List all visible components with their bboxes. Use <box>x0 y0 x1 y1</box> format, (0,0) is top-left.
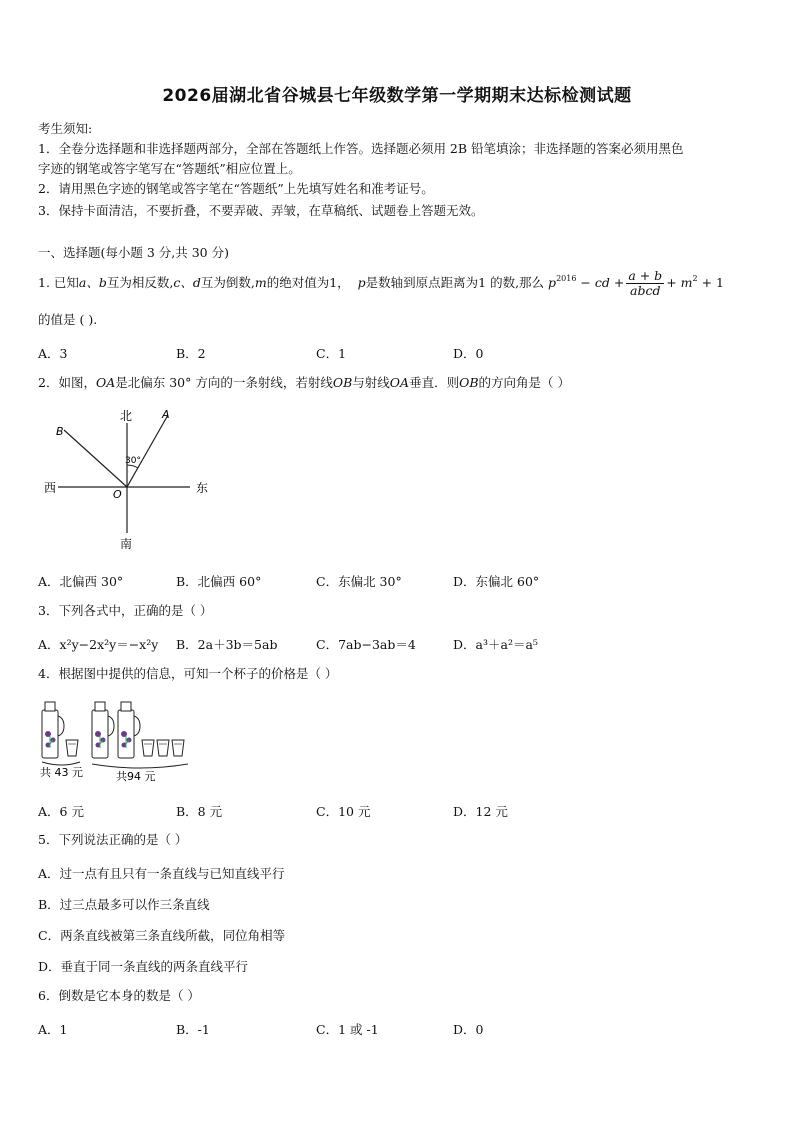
cup-icon <box>66 740 78 756</box>
cup-icon <box>142 740 154 756</box>
west-label: 西 <box>44 481 57 495</box>
q4-option-d[interactable]: D．12 元 <box>453 804 508 819</box>
q2-option-c[interactable]: C．东偏北 30° <box>316 574 402 589</box>
section-heading: 一、选择题(每小题 3 分,共 30 分) <box>38 245 229 260</box>
q6-option-a[interactable]: A．1 <box>38 1022 68 1037</box>
direction-figure <box>40 403 220 553</box>
question-1-line-2: 的值是 ( ). <box>38 312 98 327</box>
notice-line-1: 1．全卷分选择题和非选择题两部分，全部在答题纸上作答。选择题必须用 2B 铅笔填涂；非选择题的答案必须用黑色 <box>38 141 684 156</box>
brace-1 <box>42 762 80 765</box>
page-title: 2026届湖北省谷城县七年级数学第一学期期末达标检测试题 <box>162 86 632 106</box>
cup-icon <box>172 740 184 756</box>
q4-option-c[interactable]: C．10 元 <box>316 804 371 819</box>
kettle-icon <box>92 702 114 758</box>
ray-oa <box>127 415 168 487</box>
question-4: 4．根据图中提供的信息，可知一个杯子的价格是（ ） <box>38 666 338 681</box>
q6-option-c[interactable]: C．1 或 -1 <box>316 1022 379 1037</box>
q3-option-d[interactable]: D．a³＋a²＝a⁵ <box>453 637 538 652</box>
total-label-2: 共94 元 <box>116 770 156 783</box>
q4-option-b[interactable]: B．8 元 <box>176 804 223 819</box>
q3-option-c[interactable]: C．7ab−3ab＝4 <box>316 637 416 652</box>
point-b-label: B <box>56 425 64 438</box>
q6-option-b[interactable]: B．-1 <box>176 1022 210 1037</box>
q2-option-a[interactable]: A．北偏西 30° <box>38 574 124 589</box>
east-label: 东 <box>196 481 209 495</box>
q5-option-c[interactable]: C．两条直线被第三条直线所截，同位角相等 <box>38 928 286 943</box>
north-label: 北 <box>120 409 133 423</box>
q1-expression: $p^{2016}$ − cd + $\frac{a + b}{\text{abcd}}$ + $m^2 + 1$ <box>548 268 724 298</box>
q2-option-b[interactable]: B．北偏西 60° <box>176 574 262 589</box>
q3-option-b[interactable]: B．2a＋3b＝5ab <box>176 637 278 652</box>
brace-2 <box>92 764 188 768</box>
notice-line-3: 3．保持卡面清洁，不要折叠，不要弄破、弄皱，在草稿纸、试题卷上答题无效。 <box>38 203 484 218</box>
angle-label: 30° <box>125 456 141 466</box>
total-label-1: 共 43 元 <box>40 766 83 779</box>
q5-option-d[interactable]: D．垂直于同一条直线的两条直线平行 <box>38 959 249 974</box>
cup-icon <box>157 740 169 756</box>
q1-option-c[interactable]: C．1 <box>316 346 347 361</box>
question-3: 3．下列各式中，正确的是（ ） <box>38 603 213 618</box>
notice-line-2: 2．请用黑色字迹的钢笔或答字笔在“答题纸”上先填写姓名和准考证号。 <box>38 181 434 196</box>
q2-option-d[interactable]: D．东偏北 60° <box>453 574 540 589</box>
q5-option-b[interactable]: B．过三点最多可以作三条直线 <box>38 897 210 912</box>
cup-kettle-figure <box>38 698 208 786</box>
q4-option-a[interactable]: A．6 元 <box>38 804 84 819</box>
kettle-icon <box>118 702 140 758</box>
q6-option-d[interactable]: D．0 <box>453 1022 484 1037</box>
question-5: 5．下列说法正确的是（ ） <box>38 832 188 847</box>
question-6: 6．倒数是它本身的数是（ ） <box>38 988 200 1003</box>
point-a-label: A <box>162 408 170 421</box>
q3-option-a[interactable]: A．x²y−2x²y＝−x²y <box>38 637 159 652</box>
kettle-icon <box>42 702 64 758</box>
q5-option-a[interactable]: A．过一点有且只有一条直线与已知直线平行 <box>38 866 285 881</box>
q1-option-a[interactable]: A．3 <box>38 346 68 361</box>
notice-heading: 考生须知: <box>38 121 93 136</box>
q1-option-b[interactable]: B．2 <box>176 346 206 361</box>
question-2: 2．如图，OA是北偏东 30° 方向的一条射线，若射线OB与射线OA垂直．则OB的方向角是（ ） <box>38 375 571 390</box>
notice-line-1b: 字迹的钢笔或答字笔写在“答题纸”相应位置上。 <box>38 161 301 176</box>
question-1: 1. 已知a、b互为相反数,c、d互为倒数,m的绝对值为1， p是数轴到原点距离为1 的数,那么 $p^{2016}$ − cd + $\frac{a + b}{\text{abcd}}$ + $m^2 + 1$ <box>38 268 724 298</box>
q1-fraction: $\frac{a + b}{\text{abcd}}$ <box>628 268 663 298</box>
ray-ob <box>64 430 127 487</box>
q1-option-d[interactable]: D．0 <box>453 346 484 361</box>
south-label: 南 <box>120 537 133 551</box>
origin-label: O <box>113 488 122 501</box>
